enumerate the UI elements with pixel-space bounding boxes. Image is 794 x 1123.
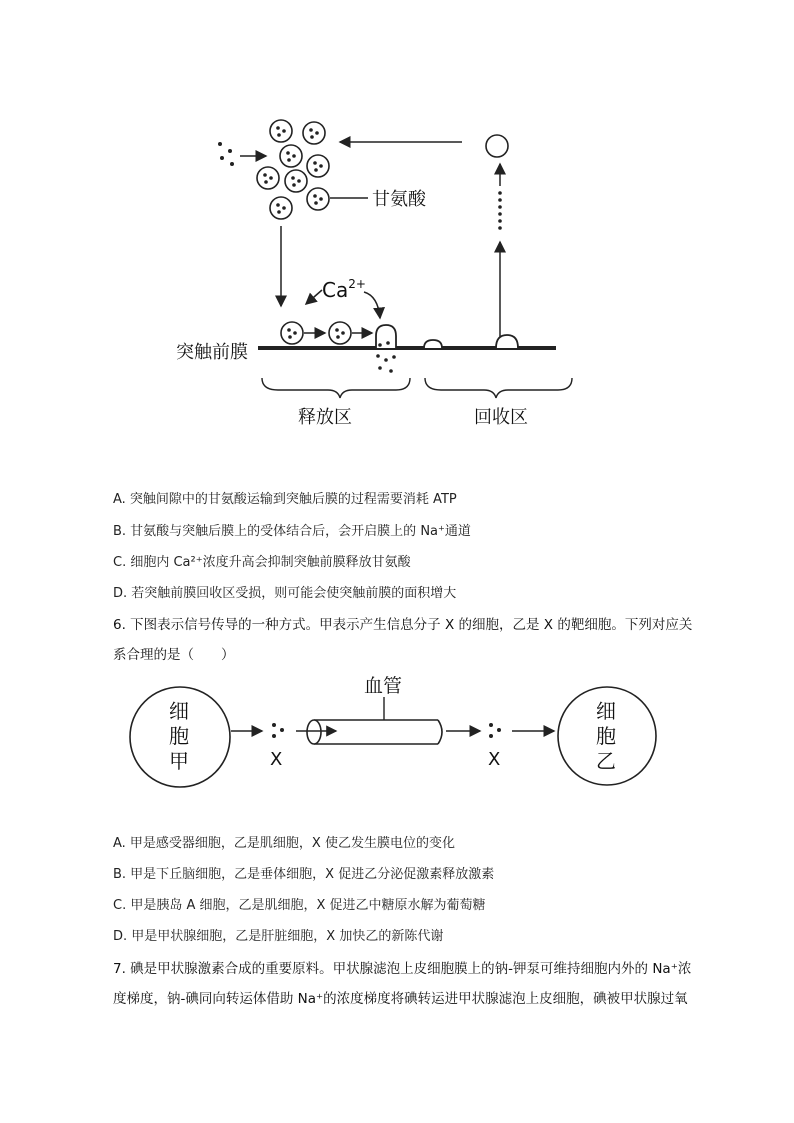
cell-b-char-2: 胞 [596, 724, 616, 748]
cell-a-char-3: 甲 [169, 749, 189, 773]
q6-option-d: D. 甲是甲状腺细胞，乙是肝脏细胞，X 加快乙的新陈代谢 [113, 929, 444, 944]
q6-option-a: A. 甲是感受器细胞，乙是肌细胞，X 使乙发生膜电位的变化 [113, 836, 455, 851]
glycine-label: 甘氨酸 [372, 189, 426, 210]
recycle-label: 回收区 [474, 407, 528, 428]
q6-option-c: C. 甲是胰岛 A 细胞，乙是肌细胞，X 促进乙中糖原水解为葡萄糖 [113, 898, 486, 913]
recycle-brace [425, 378, 572, 398]
q5-option-c: C. 细胞内 Ca²⁺浓度升高会抑制突触前膜释放甘氨酸 [113, 555, 411, 570]
q6-option-b: B. 甲是下丘脑细胞，乙是垂体细胞，X 促进乙分泌促激素释放激素 [113, 867, 495, 882]
cell-a-char-1: 细 [169, 699, 189, 723]
synapse-diagram [0, 0, 794, 460]
membrane-label: 突触前膜 [176, 342, 248, 363]
q5-option-b: B. 甘氨酸与突触后膜上的受体结合后，会开启膜上的 Na⁺通道 [113, 524, 471, 539]
cell-b-char-1: 细 [596, 699, 616, 723]
q7-line1: 7. 碘是甲状腺激素合成的重要原料。甲状腺滤泡上皮细胞膜上的钠-钾泵可维持细胞内外的 Na⁺浓 [113, 961, 692, 977]
vesicle-cluster [257, 120, 329, 219]
signal-diagram [0, 668, 794, 818]
free-glycine-dots [218, 142, 234, 166]
signal-molecules-right [489, 723, 501, 738]
recycle-dots [498, 191, 502, 230]
recycled-vesicle [486, 135, 508, 157]
q5-option-a: A. 突触间隙中的甘氨酸运输到突触后膜的过程需要消耗 ATP [113, 492, 457, 507]
x-label-right: X [488, 749, 501, 770]
cell-a-char-2: 胞 [169, 724, 189, 748]
cell-b-char-3: 乙 [596, 749, 616, 773]
q6-stem-line1: 6. 下图表示信号传导的一种方式。甲表示产生信息分子 X 的细胞，乙是 X 的靶细胞。下列对应关 [113, 617, 693, 633]
x-label-left: X [270, 749, 283, 770]
q6-stem-line2: 系合理的是（ ） [113, 647, 235, 663]
blood-vessel [296, 720, 442, 744]
release-brace [262, 378, 410, 398]
vessel-label: 血管 [364, 675, 403, 697]
release-label: 释放区 [298, 407, 352, 428]
ca-arrow-left [306, 290, 322, 304]
q5-option-d: D. 若突触前膜回收区受损，则可能会使突触前膜的面积增大 [113, 586, 457, 601]
ca-arrow-right [364, 292, 380, 318]
q7-line2: 度梯度，钠-碘同向转运体借助 Na⁺的浓度梯度将碘转运进甲状腺滤泡上皮细胞，碘被甲状腺过氧 [113, 991, 688, 1007]
ca-label: $Ca^{2+}$ [322, 277, 366, 302]
signal-molecules-left [272, 723, 284, 738]
